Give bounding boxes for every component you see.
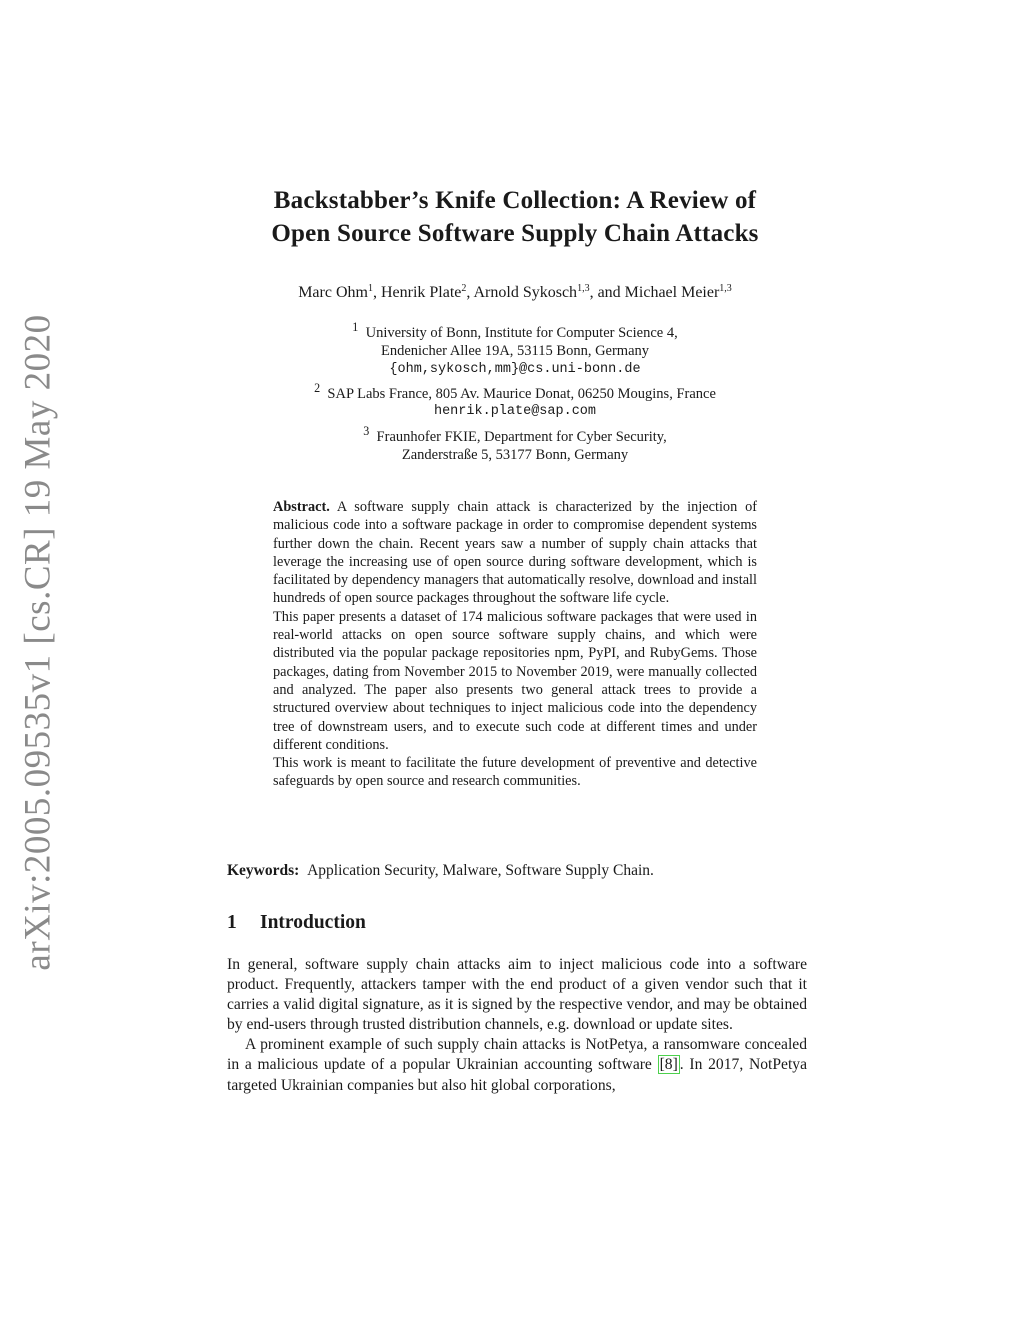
author-separator: , — [466, 284, 474, 301]
abstract-paragraph-2: This paper presents a dataset of 174 malicious software packages that were used in real-world attacks on open source software supply chains, and which were distributed via the popular package repositories npm, PyPI, and RubyGems. Those packages, dating from November 2015 to November 2019, were manually collected and analyzed. The paper also presents two general attack trees to provide a structured overview about techniques to inject malicious code into the dependency tree of downstream users, and to execute such code at different times and under different conditions. — [273, 608, 757, 753]
author-name: Marc Ohm — [298, 284, 368, 301]
section-title: Introduction — [260, 912, 366, 933]
author-separator: , and — [589, 284, 625, 301]
author-name: Arnold Sykosch — [473, 284, 578, 301]
author-separator: , — [372, 284, 381, 301]
affiliation-2-email[interactable]: henrik.plate@sap.com — [433, 404, 597, 420]
citation-link[interactable]: [8] — [659, 1056, 678, 1074]
abstract — [273, 498, 757, 791]
affiliation-1-line-2: Endenicher Allee 19A, 53115 Bonn, Germany — [380, 343, 650, 360]
author-name: Henrik Plate — [380, 284, 462, 301]
affiliation-3-line-2: Zanderstraße 5, 53177 Bonn, Germany — [401, 446, 629, 463]
affiliation-2-line-1: $^2$ SAP Labs France, 805 Av. Maurice Donat, 06250 Mougins, France — [314, 381, 716, 402]
keywords — [227, 861, 807, 881]
author-affiliation-mark: 1 — [367, 283, 373, 294]
title-line-2: Open Source Software Supply Chain Attacks — [271, 220, 759, 247]
affiliation-1-email[interactable]: {ohm,sykosch,mm}@cs.uni-bonn.de — [389, 361, 641, 377]
affiliation-3-line-1: $^3$ Fraunhofer FKIE, Department for Cyber Security, — [363, 423, 667, 445]
affiliation-2-mark: 2 — [314, 381, 321, 396]
affiliation-1-line-1: $^1$ University of Bonn, Institute for Computer Science 4, — [352, 320, 678, 341]
section-heading — [227, 910, 366, 936]
abstract-paragraph-3: This work is meant to facilitate the future development of preventive and detective safeguards by open source and research communities. — [273, 755, 757, 790]
arxiv-id-text: arXiv:2005.09535v1 [cs.CR] 19 May 2020 — [17, 314, 59, 971]
author-name: Michael Meier — [624, 284, 720, 301]
paper-title — [0, 184, 1024, 250]
body-paragraph-1: In general, software supply chain attacks aim to inject malicious code into a software product. Frequently, attackers tamper with the end product of a given vendor such that it carries a valid digital signature, as it is signed by the respective vendor, and may be obtained by end-users through trusted distribution channels, e.g. download or update sites. — [227, 956, 807, 1034]
keywords-text: Application Security, Malware, Software Supply Chain. — [307, 862, 654, 879]
author-list — [0, 283, 1024, 303]
abstract-paragraph-1: Abstract. A software supply chain attack is characterized by the injection of malicious code into a software package in order to compromise dependent systems further down the chain. Recent years saw a number of supply chain attacks that leverage the increasing use of open source during software development, which is facilitated by dependency managers that automatically resolve, download and install hundreds of open source packages throughout the software life cycle. — [273, 499, 757, 607]
body-paragraph-2: A prominent example of such supply chain attacks is NotPetya, a ransomware concealed in a malicious update of a popular Ukrainian accounting software [8] . In 2017, NotPetya targeted Ukrainian companies but also hit global corporations, — [227, 1036, 807, 1094]
keywords-label: Keywords: — [227, 862, 300, 879]
affiliations — [0, 318, 1024, 464]
body-text — [227, 955, 807, 1096]
author-affiliation-mark: 1,3 — [719, 283, 732, 294]
affiliation-3-mark: 3 — [363, 423, 370, 438]
author-affiliation-mark: 2 — [461, 283, 467, 294]
affiliation-1-mark: 1 — [352, 320, 359, 334]
author-affiliation-mark: 1,3 — [577, 283, 590, 294]
title-line-1: Backstabber’s Knife Collection: A Review of — [273, 187, 757, 214]
section-number: 1 — [227, 912, 237, 933]
abstract-label: Abstract. — [273, 499, 330, 515]
